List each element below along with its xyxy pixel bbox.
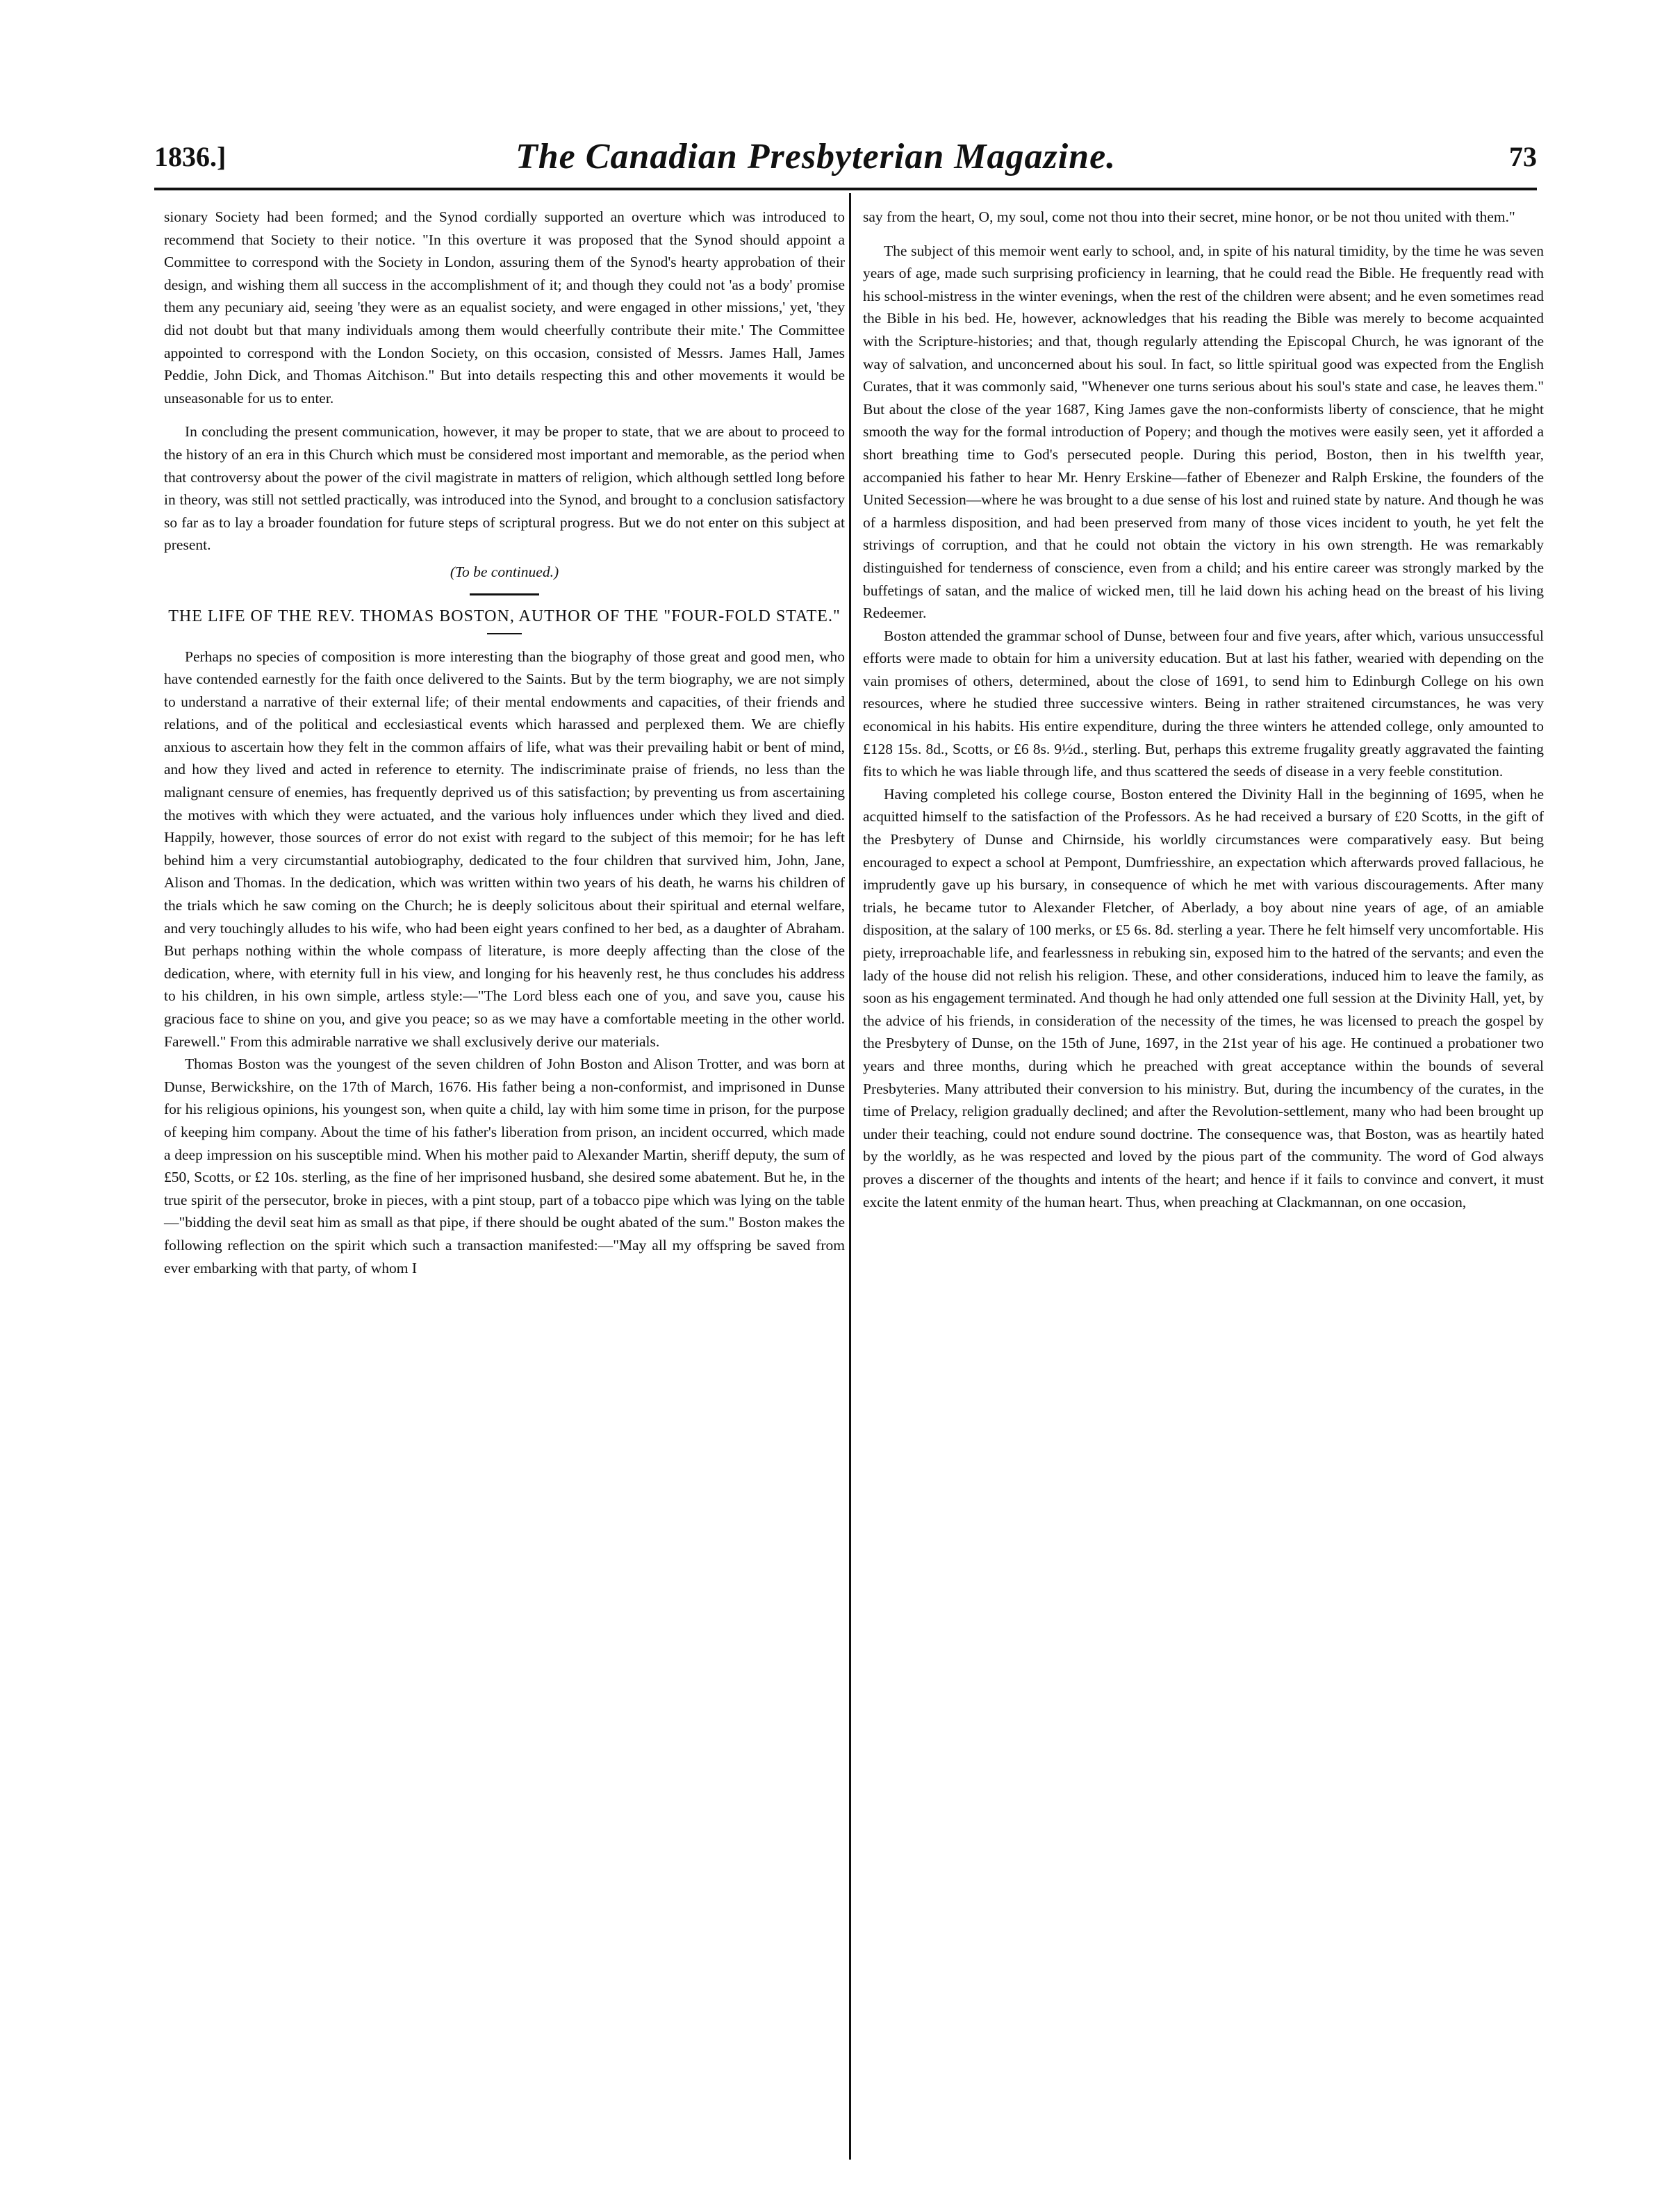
right-paragraph-3: Boston attended the grammar school of Dunse, between four and five years, after which, various unsuccessful efforts were made to obtain for him a university education. But at last his father, wearied with depending on the vain promises of others, determined, about the close of 1691, to send him to Edinburgh College on his own resources, where he studied three successive winters. Being in rather straitened circumstances, he was very economical in his habits. His entire expenditure, during the three winters he attended college, only amounted to £128 15s. 8d., Scotts, or £6 8s. 9½d., sterling. But, perhaps this extreme frugality greatly aggravated the fainting fits to which he was liable through life, and thus scattered the seeds of disease in a very feeble constitution. bbox=[863, 627, 1544, 780]
right-paragraph-1: say from the heart, O, my soul, come not thou into their secret, mine honor, or be not thou united with them." bbox=[863, 208, 1515, 225]
left-paragraph-1: sionary Society had been formed; and the Synod cordially supported an overture which was introduced to recommend that Society to their notice. "In this overture it was proposed that the Synod should appoint a Committee to correspond with the Society in London, assuring them of the Synod's hearty approbation of their design, and wishing them all success in the accomplishment of it; and though they could not 'as a body' promise them any pecuniary aid, seeing 'they were as an equalist society, and were engaged in other missions,' yet, 'they did not doubt but that many individuals among them would cheerfully contribute their mite.' The Committee appointed to correspond with the London Society, on this occasion, consisted of Messrs. James Hall, James Peddie, John Dick, and Thomas Aitchison." But into details respecting this and other movements it would be unseasonable for us to enter. bbox=[164, 208, 845, 406]
header-rule bbox=[154, 188, 1537, 190]
left-paragraph-3: Perhaps no species of composition is more interesting than the biography of those great and good men, who have contended earnestly for the faith once delivered to the Saints. But by the term biography, we are not simply to understand a narrative of their external life; of their mental endowments and capacities, of their friends and relations, and of the political and ecclesiastical events which harassed and perplexed them. We are chiefly anxious to ascertain how they felt in the common affairs of life, what was their prevailing habit or bent of mind, and how they lived and acted in reference to eternity. The indiscriminate praise of friends, no less than the malignant censure of enemies, has frequently deprived us of this satisfaction; by preventing us from ascertaining the motives with which they were actuated, and the various holy influences under which they lived and died. Happily, however, those sources of error do not exist with regard to the subject of this memoir; for he has left behind him a very circumstantial autobiography, dedicated to the four children that survived him, John, Jane, Alison and Thomas. In the dedication, which was written within two years of his death, he warns his children of the trials which he saw coming on the Church; he is deeply solicitous about their spiritual and eternal welfare, and very touchingly alludes to his wife, who had been eight years confined to her bed, as a daughter of Abraham. But perhaps nothing within the whole compass of literature, is more deeply affecting than the close of the dedication, where, with eternity full in his view, and longing for his heavenly rest, he thus concludes his address to his children, in his own simple, artless style:—"The Lord bless each one of you, and save you, cause his gracious face to shine on you, and give you peace; so as we may have a comfortable meeting in the other world. Farewell." From this admirable narrative we shall exclusively derive our materials. bbox=[164, 648, 845, 1050]
article-heading: THE LIFE OF THE REV. THOMAS BOSTON, AUTHOR OF THE "FOUR-FOLD STATE." bbox=[168, 607, 841, 625]
heading-rule bbox=[487, 633, 522, 634]
column-divider bbox=[849, 193, 851, 2160]
to-be-continued: (To be continued.) bbox=[450, 563, 559, 580]
right-paragraph-2: The subject of this memoir went early to school, and, in spite of his natural timidity, by the time he was seven years of age, made such surprising proficiency in learning, that he could read the Bible. He frequently read with his school-mistress in the winter evenings, when the rest of the children were absent; and he even sometimes read the Bible in his bed. He, however, acknowledges that his reading the Bible was merely to become acquainted with the Scripture-histories; and that, though regularly attending the Episcopal Church, he was ignorant of the way of salvation, and unconcerned about his soul. In fact, so little spiritual good was expected from the English Curates, that it was commonly said, "Whenever one turns serious about his soul's state and case, he leaves them." But about the close of the year 1687, King James gave the non-conformists liberty of conscience, that he might smooth the way for the formal introduction of Popery; and though the motives were easily seen, yet it afforded a short breathing time to God's persecuted people. During this period, Boston, then in his twelfth year, accompanied his father to hear Mr. Henry Erskine—father of Ebenezer and Ralph Erskine, the founders of the United Secession—where he was brought to a due sense of his lost and ruined state by nature. And though he was of a harmless disposition, and had been preserved from many of those vices incident to youth, he yet felt the strivings of corruption, and that he could not obtain the victory in his own strength. He was remarkably distinguished for tenderness of conscience, even from a child; and his entire career was strongly marked by the buffetings of satan, and the malice of wicked men, till he laid down his aching head on the breast of his living Redeemer. bbox=[863, 242, 1544, 622]
running-header bbox=[154, 136, 1537, 185]
section-rule bbox=[470, 593, 539, 595]
header-title: The Canadian Presbyterian Magazine. bbox=[516, 137, 1117, 176]
right-column bbox=[863, 206, 1544, 1213]
left-paragraph-4: Thomas Boston was the youngest of the seven children of John Boston and Alison Trotter, and was born at Dunse, Berwickshire, on the 17th of March, 1676. His father being a non-conformist, and imprisoned in Dunse for his religious opinions, his youngest son, when quite a child, lay with him some time in prison, for the purpose of keeping him company. About the time of his father's liberation from prison, an incident occurred, which made a deep impression on his susceptible mind. When his mother paid to Alexander Martin, sheriff deputy, the sum of £50, Scotts, or £2 10s. sterling, as the fine of her imprisoned husband, she desired some abatement. But he, in the true spirit of the persecutor, broke in pieces, with a pint stoup, part of a tobacco pipe which was lying on the table—"bidding the devil seat him as small as that pipe, if there should be ought abated of the sum." Boston makes the following reflection on the spirit which such a transaction manifested:—"May all my offspring be saved from ever embarking with that party, of whom I bbox=[164, 1055, 845, 1276]
header-year: 1836.] bbox=[154, 141, 227, 172]
left-column bbox=[164, 206, 845, 1279]
right-paragraph-4: Having completed his college course, Boston entered the Divinity Hall in the beginning of 1695, when he acquitted himself to the satisfaction of the Professors. As he had received a bursary of £20 Scotts, in the gift of the Presbytery of Dunse and Chirnside, his worldly circumstances were comparatively easy. But being encouraged to expect a school at Pempont, Dumfriesshire, an expectation which afterwards proved fallacious, he imprudently gave up his bursary, in consequence of which he met with various discouragements. After many trials, he became tutor to Alexander Fletcher, of Aberlady, a boy about nine years of age, of an amiable disposition, at the salary of 100 merks, or £5 6s. 8d. sterling a year. There he felt himself very uncomfortable. His piety, irreproachable life, and fearlessness in rebuking sin, exposed him to the hatred of the servants; and even the lady of the house did not relish his religion. These, and other considerations, induced him to leave the family, as soon as his engagement terminated. And though he had only attended one full session at the Divinity Hall, yet, by the advice of his friends, in consideration of the necessity of the times, he was licensed to preach the gospel by the Presbytery of Dunse, on the 15th of June, 1697, in the 21st year of his age. He continued a probationer two years and three months, during which he preached with great acceptance within the bounds of several Presbyteries. Many attributed their conversion to his ministry. But, during the incumbency of the curates, in the time of Prelacy, religion gradually declined; and after the Revolution-settlement, many who had been brought up under their teaching, could not endure sound doctrine. The consequence was, that Boston, was as heartily hated by the worldly, as he was respected and loved by the pious part of the community. The word of God always proves a discerner of the thoughts and intents of the heart; and hence if it fails to convince and convert, it must excite the latent enmity of the human heart. Thus, when preaching at Clackmannan, on one occasion, bbox=[863, 785, 1544, 1210]
page-number: 73 bbox=[1509, 141, 1537, 172]
left-paragraph-2: In concluding the present communication, however, it may be proper to state, that we are about to proceed to the history of an era in this Church which must be considered most important and memorable, as the period when that controversy about the power of the civil magistrate in matters of religion, which although settled long before in theory, was still not settled practically, was introduced into the Synod, and brought to a conclusion satisfactory so far as to lay a broader foundation for future steps of scriptural progress. But we do not enter on this subject at present. bbox=[164, 423, 845, 554]
